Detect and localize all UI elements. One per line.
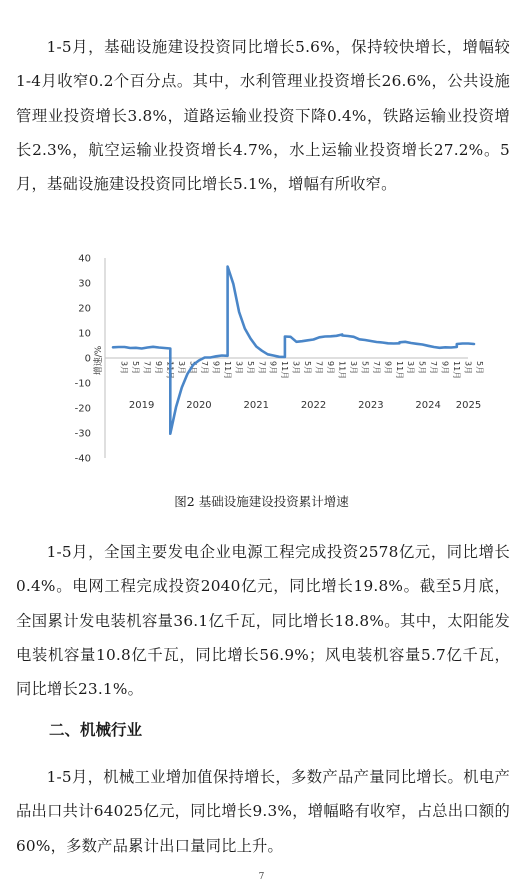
- x-month-tick-label: 7月: [199, 361, 209, 375]
- x-month-tick-label: 3月: [177, 361, 187, 375]
- x-month-tick-label: 9月: [326, 361, 336, 375]
- x-year-label: 2019: [128, 400, 155, 411]
- section-heading: 二、机械行业: [49, 721, 143, 739]
- y-tick-label: 0: [84, 353, 91, 365]
- page-number: 7: [258, 872, 265, 882]
- x-month-tick-label: 5月: [131, 361, 141, 375]
- x-month-tick-label: 7月: [142, 361, 152, 375]
- x-month-tick-label: 5月: [188, 361, 198, 375]
- x-year-label: 2023: [358, 400, 384, 411]
- x-month-tick-label: 3月: [119, 361, 129, 375]
- x-month-tick-label: 11月: [394, 361, 404, 380]
- y-tick-label: -30: [74, 428, 91, 440]
- y-tick-label: 30: [78, 278, 91, 290]
- paragraph-infrastructure-investment: 1-5月，基础设施建设投资同比增长5.6%，保持较快增长，增幅较1-4月收窄0.2个百分点。其中，水利管理业投资增长26.6%，公共设施管理业投资增长3.8%，道路运输业投资下降0.4%，铁路运输业投资增长2.3%，航空运输业投资增长4.7%，水上运输业投资增长27.2%。5月，基础设施建设投资同比增长5.1%，增幅有所收窄。: [16, 38, 510, 194]
- x-month-tick-label: 9月: [268, 361, 278, 375]
- x-month-tick-label: 9月: [154, 361, 164, 375]
- x-month-tick-label: 3月: [406, 361, 416, 375]
- y-tick-label: 20: [78, 303, 91, 315]
- x-month-tick-label: 5月: [245, 361, 255, 375]
- x-year-label: 2021: [243, 400, 269, 411]
- x-month-tick-label: 3月: [348, 361, 358, 375]
- y-tick-label: -20: [74, 403, 91, 415]
- x-year-label: 2024: [415, 400, 441, 411]
- x-month-tick-label: 3月: [463, 361, 473, 375]
- x-month-tick-label: 11月: [337, 361, 347, 380]
- x-month-tick-label: 11月: [280, 361, 290, 380]
- x-year-label: 2025: [455, 400, 482, 411]
- x-month-tick-label: 7月: [314, 361, 324, 375]
- y-tick-label: -10: [74, 378, 91, 390]
- x-month-tick-label: 9月: [440, 361, 450, 375]
- x-month-tick-label: 11月: [165, 361, 175, 380]
- x-month-tick-label: 7月: [429, 361, 439, 375]
- y-axis-label: 增速/%: [94, 345, 104, 376]
- y-tick-label: -40: [74, 453, 91, 465]
- x-month-tick-label: 5月: [303, 361, 313, 375]
- infrastructure-investment-growth-chart: [60, 248, 484, 470]
- figure-caption: 图2 基础设施建设投资累计增速: [174, 494, 349, 509]
- x-month-tick-label: 3月: [291, 361, 301, 375]
- x-month-tick-label: 5月: [360, 361, 370, 375]
- x-year-label: 2022: [300, 400, 327, 411]
- x-month-tick-label: 7月: [371, 361, 381, 375]
- paragraph-power-investment: 1-5月，全国主要发电企业电源工程完成投资2578亿元，同比增长0.4%。电网工程完成投资2040亿元，同比增长19.8%。截至5月底，全国累计发电装机容量36.1亿千瓦，同比增长18.8%。其中，太阳能发电装机容量10.8亿千瓦，同比增长56.9%；风电装机容量5.7亿千瓦，同比增长23.1%。: [16, 543, 510, 699]
- x-month-tick-label: 11月: [222, 361, 232, 380]
- x-month-tick-label: 5月: [417, 361, 427, 375]
- x-month-tick-label: 9月: [383, 361, 393, 375]
- paragraph-machinery-industry: 1-5月，机械工业增加值保持增长，多数产品产量同比增长。机电产品出口共计64025亿元，同比增长9.3%，增幅略有收窄，占总出口额的60%，多数产品累计出口量同比上升。: [16, 768, 510, 855]
- x-month-tick-label: 5月: [474, 361, 484, 375]
- y-tick-label: 10: [78, 328, 91, 340]
- y-tick-label: 40: [78, 253, 91, 265]
- x-month-tick-label: 7月: [257, 361, 267, 375]
- x-month-tick-label: 9月: [211, 361, 221, 375]
- x-month-tick-label: 11月: [452, 361, 462, 380]
- x-year-label: 2020: [186, 400, 212, 411]
- x-month-tick-label: 3月: [234, 361, 244, 375]
